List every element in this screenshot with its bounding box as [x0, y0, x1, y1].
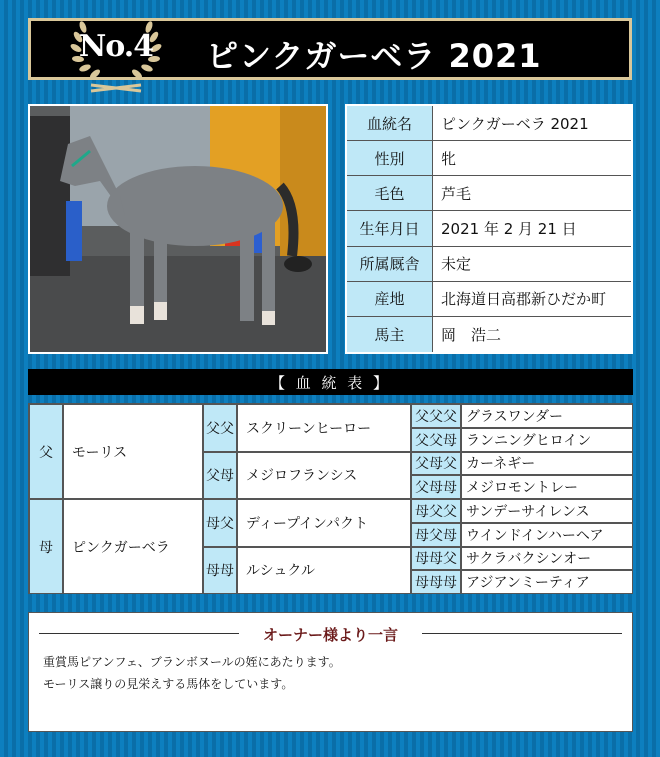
g2-label: 母父 [203, 499, 237, 547]
info-key: 所属厩舎 [347, 247, 433, 281]
g2-label: 父母 [203, 452, 237, 500]
sire-name: モーリス [63, 404, 203, 499]
g3-label: 父父母 [411, 428, 461, 452]
info-value: ピンクガーベラ 2021 [441, 114, 589, 133]
owner-message-title: オーナー様より一言 [255, 624, 406, 645]
laurel-badge [61, 15, 171, 93]
sire-label: 父 [29, 404, 63, 499]
g3-label: 母母母 [411, 570, 461, 594]
g3-label: 父父父 [411, 404, 461, 428]
g3-name: ウインドインハーヘア [461, 523, 633, 547]
info-row-origin [347, 282, 631, 317]
info-key: 産地 [347, 282, 433, 316]
info-key: 馬主 [347, 317, 433, 352]
horse-photo [28, 104, 328, 354]
header-banner [28, 18, 632, 80]
horse-info-table [345, 104, 633, 354]
g3-name: カーネギー [461, 452, 633, 476]
info-key: 性別 [347, 141, 433, 175]
info-row-birthdate [347, 211, 631, 246]
g2-label: 母母 [203, 547, 237, 595]
g3-name: サンデーサイレンス [461, 499, 633, 523]
g3-name: サクラバクシンオー [461, 547, 633, 571]
g3-name: メジロモントレー [461, 475, 633, 499]
g2-name: スクリーンヒーロー [237, 404, 411, 452]
info-key: 毛色 [347, 176, 433, 210]
pedigree-title: 【 血 統 表 】 [28, 369, 633, 395]
g2-label: 父父 [203, 404, 237, 452]
g2-name: メジロフランシス [237, 452, 411, 500]
page-title: ピンクガーベラ 2021 [206, 37, 542, 75]
info-value: 岡 浩二 [441, 325, 502, 344]
info-value: 芦毛 [441, 184, 472, 203]
info-value: 2021 年 2 月 21 日 [441, 219, 577, 238]
info-key: 生年月日 [347, 211, 433, 245]
g2-name: ディープインパクト [237, 499, 411, 547]
g2-name: ルシュクル [237, 547, 411, 595]
g3-label: 母父父 [411, 499, 461, 523]
info-value: 牝 [441, 149, 457, 168]
owner-message-box [28, 612, 633, 732]
info-row-stable [347, 247, 631, 282]
info-value: 北海道日高郡新ひだか町 [441, 290, 607, 309]
dam-name: ピンクガーベラ [63, 499, 203, 594]
info-row-bloodname [347, 106, 631, 141]
horse-image [30, 106, 328, 354]
g3-name: アジアンミーティア [461, 570, 633, 594]
dam-label: 母 [29, 499, 63, 594]
g3-label: 父母父 [411, 452, 461, 476]
owner-message-line-1: 重賞馬ピアンフェ、ブランボヌールの姪にあたります。 [43, 655, 341, 669]
g3-label: 母母父 [411, 547, 461, 571]
g3-name: グラスワンダー [461, 404, 633, 428]
g3-label: 父母母 [411, 475, 461, 499]
g3-label: 母父母 [411, 523, 461, 547]
info-row-color [347, 176, 631, 211]
pedigree-table [28, 403, 633, 594]
info-key: 血統名 [347, 106, 433, 140]
info-row-owner [347, 317, 631, 352]
owner-message-line-2: モーリス譲りの見栄えする馬体をしています。 [43, 677, 294, 691]
horse-number: No.4 [78, 29, 154, 64]
info-value: 未定 [441, 255, 472, 274]
owner-message-heading [29, 623, 632, 645]
g3-name: ランニングヒロイン [461, 428, 633, 452]
info-row-sex [347, 141, 631, 176]
